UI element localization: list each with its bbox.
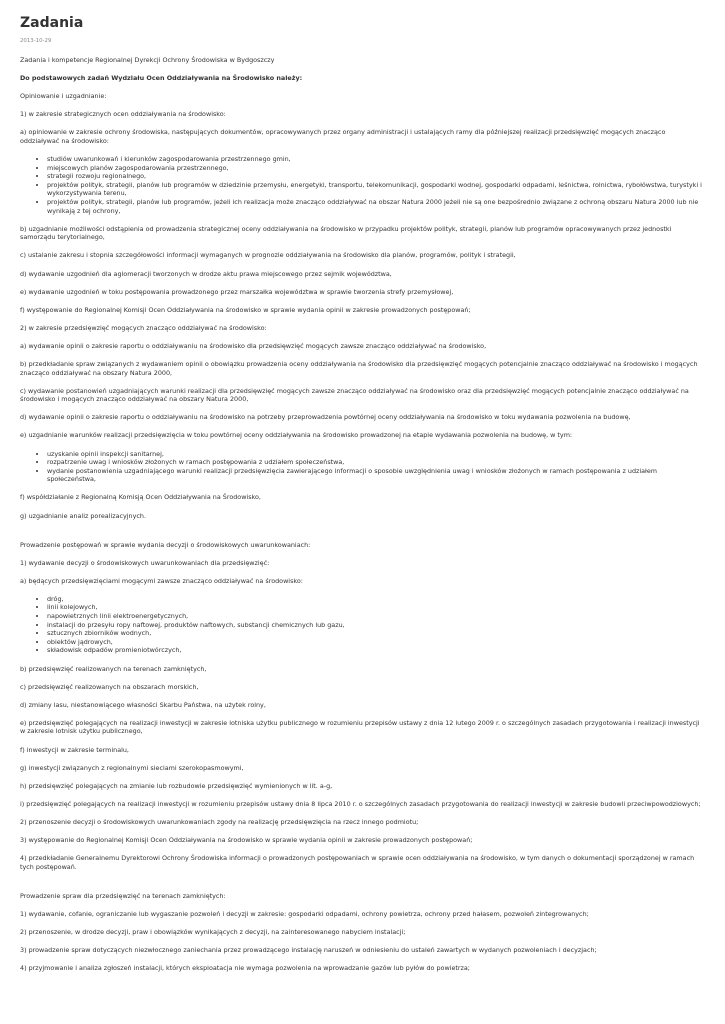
list-item: • napowietrznych linii elektroenergetycznych, [47,612,705,621]
paragraph: 4) przyjmowanie i analiza zgłoszeń instalacji, których eksploatacja nie wymaga pozwolenia na wprowadzanie gazów lub pyłów do powietrza; [20,964,470,973]
paragraph: a) wydawanie opinii o zakresie raportu o oddziaływaniu na środowisko dla przedsięwzięć mogących zawsze znacząco oddziaływać na środowisko, [20,341,487,350]
paragraph: e) uzgadnianie warunków realizacji przedsięwzięcia w toku powtórnej oceny oddziaływania na środowisko prowadzonej na etapie wydawania pozwolenia na budowę, w tym: [20,431,573,440]
list-item: • projektów polityk, strategii, planów lub programów, jeżeli ich realizacja może znacząco oddziaływać na obszar Natura 2000 jeżeli nie są one bezpośrednio związane z ochroną obszaru Natura 2000 lub nie wynikają z tej ochrony, [47,198,705,215]
list-item: • projektów polityk, strategii, planów lub programów w dziedzinie przemysłu, energetyki, transportu, telekomunikacji, gospodarki wodnej, gospodarki odpadami, leśnictwa, rolnictwa, rybołówstwa, turystyki i wykorzystywania terenu, [47,181,705,198]
paragraph: Prowadzenie spraw dla przedsięwzięć na terenach zamkniętych: [20,891,226,900]
list-item: • linii kolejowych, [47,603,705,612]
paragraph: c) wydawanie postanowień uzgadniających warunki realizacji dla przedsięwzięć mogących zawsze znacząco oddziaływać na środowisko oraz dla przedsięwzięć mogących potencjalnie znacząco oddziaływać na środowisko i mogących znacząco oddziaływać na obszary Natura 2000, [20,386,689,404]
spacer [20,881,705,892]
paragraph: 2) przenoszenie, w drodze decyzji, praw i obowiązków wynikających z decyzji, na zainteresowanego nabyciem instalacji; [20,927,406,936]
paragraph: b) przedsięwzięć realizowanych na terenach zamkniętych, [20,664,207,673]
list-item: • dróg, [47,595,705,604]
paragraph: d) zmiany lasu, niestanowiącego własności Skarbu Państwa, na użytek rolny, [20,700,266,709]
paragraph: 3) występowanie do Regionalnej Komisji Ocen Oddziaływania na środowisko w sprawie wydania opinii w zakresie prowadzonych postępowań; [20,835,473,844]
list-item: • składowisk odpadów promieniotwórczych, [47,646,705,655]
bullet-list [20,450,705,484]
list-item: • uzyskanie opinii inspekcji sanitarnej, [47,450,705,459]
list-item: • instalacji do przesyłu ropy naftowej, produktów naftowych, substancji chemicznych lub gazu, [47,621,705,630]
paragraph: g) inwestycji związanych z regionalnymi sieciami szerokopasmowymi, [20,763,244,772]
paragraph: e) przedsięwzięć polegających na realizacji inwestycji w zakresie lotniska użytku publicznego w rozumieniu przepisów ustawy z dnia 12 lutego 2009 r. o szczególnych zasadach przygotowania i realizacji inwestycji w zakresie lotnisk użytku publicznego, [20,718,700,736]
paragraph: Zadania i kompetencje Regionalnej Dyrekcji Ochrony Środowiska w Bydgoszczy [20,56,275,64]
bullet-list [20,595,705,655]
article-body [20,56,705,973]
list-item: • studiów uwarunkowań i kierunków zagospodarowania przestrzennego gmin, [47,155,705,164]
paragraph: 3) prowadzenie spraw dotyczących niezwłocznego zaniechania przez prowadzącego instalację naruszeń w odniesieniu do ustaleń zawartych w wydanych pozwoleniach i decyzjach; [20,946,597,955]
list-item: • rozpatrzenie uwag i wniosków złożonych w ramach postępowania z udziałem społeczeństwa, [47,458,705,467]
list-item: • wydanie postanowienia uzgadniającego warunki realizacji przedsięwzięcia zawierającego informacji o sposobie uwzględnienia uwag i wniosków złożonych w ramach postępowania z udziałem społeczeństwa, [47,467,705,484]
paragraph: a) będących przedsięwzięciami mogącymi zawsze znacząco oddziaływać na środowisko: [20,576,303,585]
list-item: • miejscowych planów zagospodarowania przestrzennego, [47,164,705,173]
paragraph: 1) wydawanie, cofanie, ograniczanie lub wygaszanie pozwoleń i decyzji w zakresie: gospodarki odpadami, ochrony powietrza, ochrony przed hałasem, pozwoleń zintegrowanych; [20,909,589,918]
paragraph: g) uzgadnianie analiz porealizacyjnych. [20,511,146,520]
paragraph: Prowadzenie postępowań w sprawie wydania decyzji o środowiskowych uwarunkowaniach: [20,540,311,549]
list-item: • obiektów jądrowych, [47,638,705,647]
paragraph: Opiniowanie i uzgadnianie: [20,92,107,101]
paragraph: f) inwestycji w zakresie terminalu, [20,745,129,754]
list-item: • sztucznych zbiorników wodnych, [47,629,705,638]
paragraph: i) przedsięwzięć polegających na realizacji inwestycji w rozumieniu przepisów ustawy dnia 8 lipca 2010 r. o szczególnych zasadach przygotowania do realizacji inwestycji w zakresie budowli przeciwpowodziowych; [20,799,701,808]
paragraph: 1) w zakresie strategicznych ocen oddziaływania na środowisko: [20,110,226,119]
paragraph: d) wydawanie opinii o zakresie raportu o oddziaływaniu na środowisko na potrzeby przeprowadzenia powtórnej oceny oddziaływania na środowisko w toku wydawania pozwolenia na budowę, [20,413,631,422]
paragraph: d) wydawanie uzgodnień dla aglomeracji tworzonych w drodze aktu prawa miejscowego przez sejmik województwa, [20,269,392,278]
paragraph: a) opiniowanie w zakresie ochrony środowiska, następujących dokumentów, opracowywanych przez organy administracji i ustalających ramy dla późniejszej realizacji przedsięwzięć mogących znacząco oddziaływać na środowisko: [20,128,666,145]
paragraph: c) przedsięwzięć realizowanych na obszarach morskich, [20,682,199,691]
paragraph: c) ustalanie zakresu i stopnia szczegółowości informacji wymaganych w prognozie oddziaływania na środowisko dla planów, programów, polityk i strategii, [20,251,516,260]
paragraph: h) przedsięwzięć polegających na zmianie lub rozbudowie przedsięwzięć wymienionych w lit. a-g, [20,781,333,790]
bullet-list [20,155,705,215]
paragraph: f) współdziałanie z Regionalną Komisją Ocen Oddziaływania na Środowisko, [20,493,261,502]
paragraph: 2) w zakresie przedsięwzięć mogących znacząco oddziaływać na środowisko: [20,323,267,332]
paragraph: b) przedkładanie spraw związanych z wydawaniem opinii o obowiązku prowadzenia oceny oddziaływania na środowisko dla przedsięwzięć mogących potencjalnie znacząco oddziaływać na środowisko i mogących znacząco oddziaływać na obszary Natura 2000, [20,359,698,377]
publication-date: 2013-10-29 [20,38,52,44]
paragraph: e) wydawanie uzgodnień w toku postępowania prowadzonego przez marszałka województwa w sprawie tworzenia strefy przemysłowej, [20,287,454,296]
paragraph: 4) przedkładanie Generalnemu Dyrektorowi Ochrony Środowiska informacji o prowadzonych postępowaniach w sprawie ocen oddziaływania na środowisko, w tym danych o dokumentacji sporządzonej w ramach tych postępowań. [20,854,695,871]
paragraph: 2) przenoszenie decyzji o środowiskowych uwarunkowaniach zgody na realizację przedsięwzięcia na rzecz innego podmiotu; [20,817,419,826]
paragraph: b) uzgadnianie możliwości odstąpienia od prowadzenia strategicznej oceny oddziaływania na środowisko w przypadku projektów polityk, strategii, planów lub programów opracowywanych przez jednostki samorządu terytorialnego, [20,224,672,242]
section-heading: Do podstawowych zadań Wydziału Ocen Oddziaływania na Środowisko należy: [20,74,303,83]
paragraph: 1) wydawanie decyzji o środowiskowych uwarunkowaniach dla przedsięwzięć: [20,558,270,567]
list-item: • strategii rozwoju regionalnego, [47,172,705,181]
page-title: Zadania [20,15,84,31]
spacer [20,530,705,541]
paragraph: f) występowanie do Regionalnej Komisji Ocen Oddziaływania na środowisko w sprawie wydania opinii w zakresie prowadzonych postępowań; [20,305,471,314]
